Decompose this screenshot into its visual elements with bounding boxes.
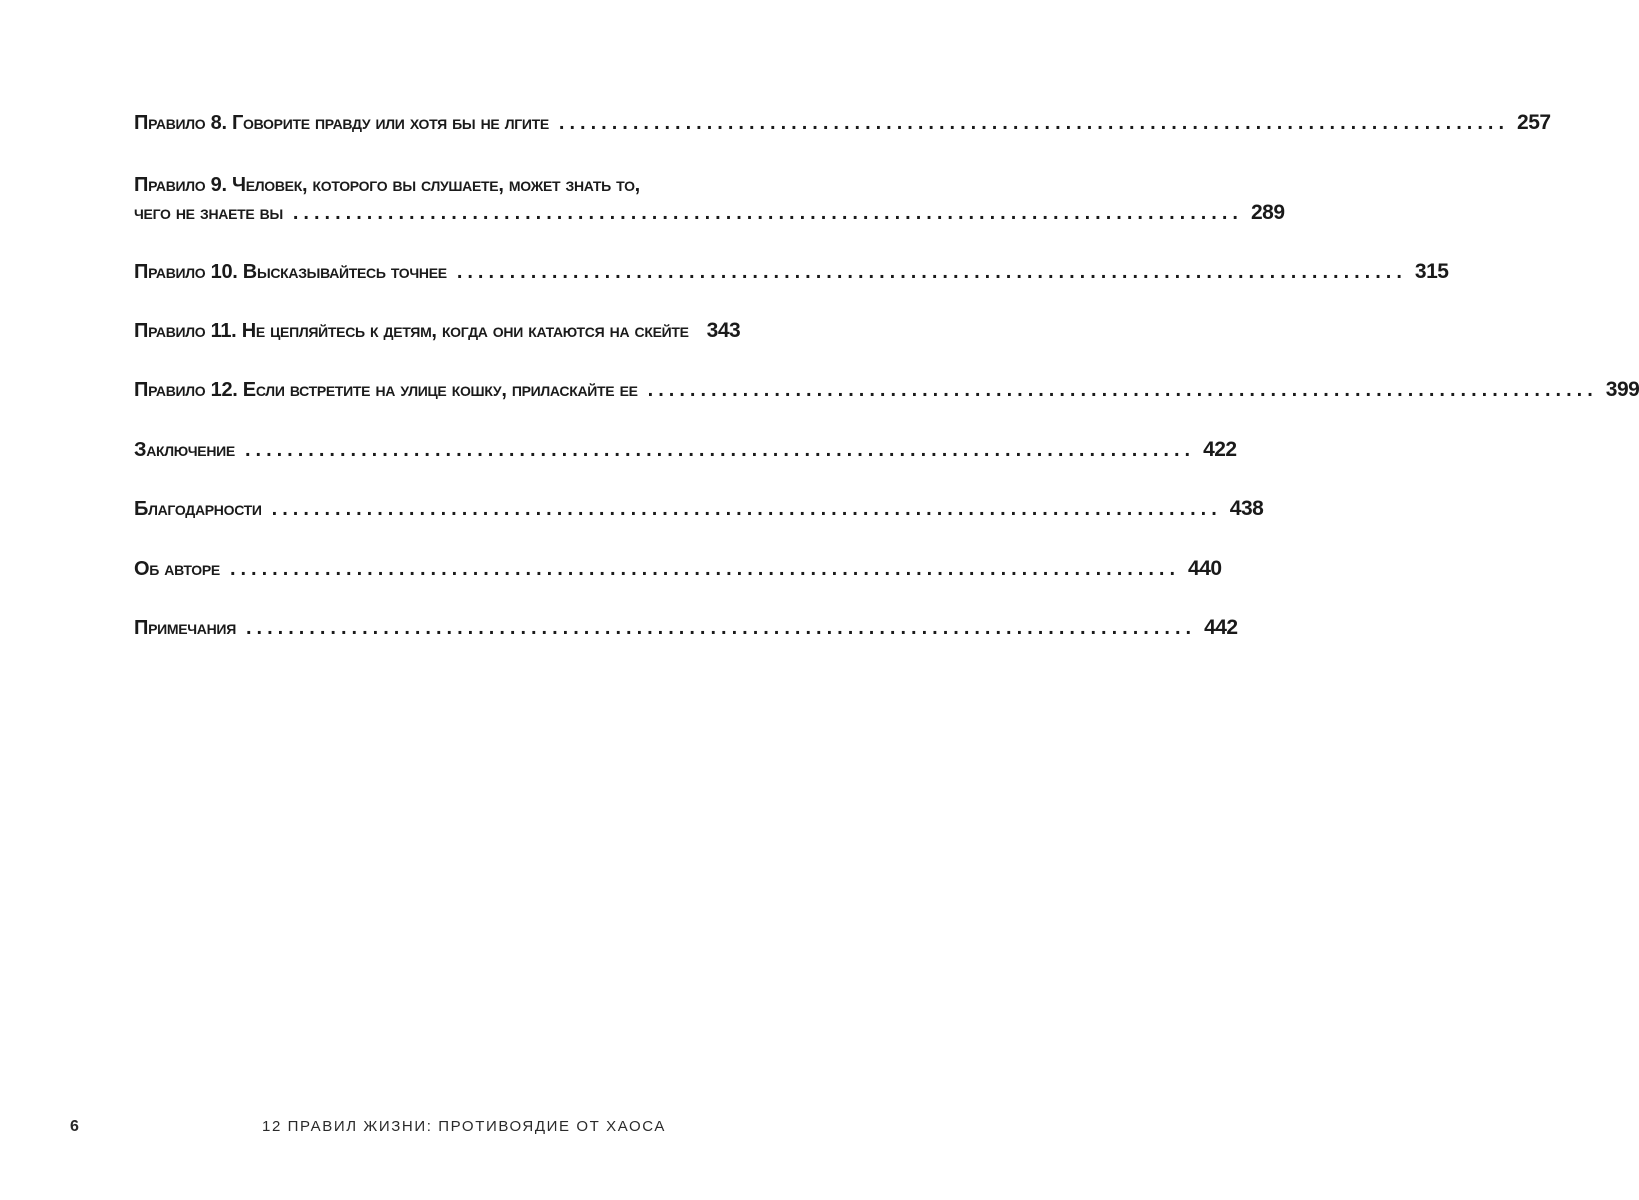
toc-entry-title: Примечания bbox=[134, 617, 236, 639]
toc-entry-page: 438 bbox=[1229, 497, 1264, 520]
toc-entry-title: Правило 8. Говорите правду или хотя бы не лгите bbox=[134, 112, 549, 134]
toc-entry-page: 343 bbox=[706, 319, 741, 342]
toc-entry bbox=[134, 257, 1449, 287]
leader-dots: .......................................................................................... bbox=[229, 558, 1181, 580]
toc-entry bbox=[134, 435, 1237, 465]
toc-entry bbox=[134, 108, 1551, 138]
toc-entry-page: 442 bbox=[1204, 616, 1238, 639]
toc-entry bbox=[134, 316, 741, 346]
leader-dots: .......................................................................................... bbox=[647, 379, 1598, 401]
toc-entry bbox=[134, 613, 1238, 643]
toc-entry-title: Об авторе bbox=[134, 558, 220, 580]
toc-entry-title: Благодарности bbox=[134, 498, 262, 520]
leader-dots: .......................................................................................... bbox=[245, 617, 1197, 639]
page-footer bbox=[0, 1118, 849, 1144]
toc-entry-title: Правило 12. Если встретите на улице кошку, приласкайте ее bbox=[134, 379, 638, 401]
page-number: 6 bbox=[70, 1118, 79, 1135]
toc-entry-page: 257 bbox=[1517, 111, 1551, 134]
toc-entry bbox=[134, 375, 1639, 405]
toc-entry-page: 289 bbox=[1250, 201, 1285, 224]
leader-dots: .......................................................................................... bbox=[244, 439, 1196, 461]
leader-dots: .......................................................................................... bbox=[292, 202, 1243, 224]
toc-entry bbox=[134, 494, 1264, 524]
toc-entry-title-line1: Правило 9. Человек, которого вы слушаете, может знать то, bbox=[134, 174, 640, 196]
toc-entry-page: 399 bbox=[1605, 378, 1639, 401]
toc-entry-title: Заключение bbox=[134, 439, 235, 461]
toc-entry-page: 315 bbox=[1414, 260, 1449, 283]
toc-entry bbox=[134, 554, 1222, 584]
toc-entry-title: чего не знаете вы bbox=[134, 202, 283, 224]
toc-entry-title: Правило 11. Не цепляйтесь к детям, когда они катаются на скейте bbox=[134, 320, 689, 342]
leader-dots: .......................................................................................... bbox=[456, 261, 1407, 283]
toc-entry bbox=[134, 170, 1285, 228]
leader-dots: .......................................................................................... bbox=[271, 498, 1222, 520]
toc-entry-page: 422 bbox=[1203, 438, 1237, 461]
toc-entry-title: Правило 10. Высказывайтесь точнее bbox=[134, 261, 447, 283]
leader-dots: .......................................................................................... bbox=[558, 112, 1510, 134]
toc-entry-page: 440 bbox=[1188, 557, 1222, 580]
running-head: 12 ПРАВИЛ ЖИЗНИ: ПРОТИВОЯДИЕ ОТ ХАОСА bbox=[262, 1118, 666, 1135]
